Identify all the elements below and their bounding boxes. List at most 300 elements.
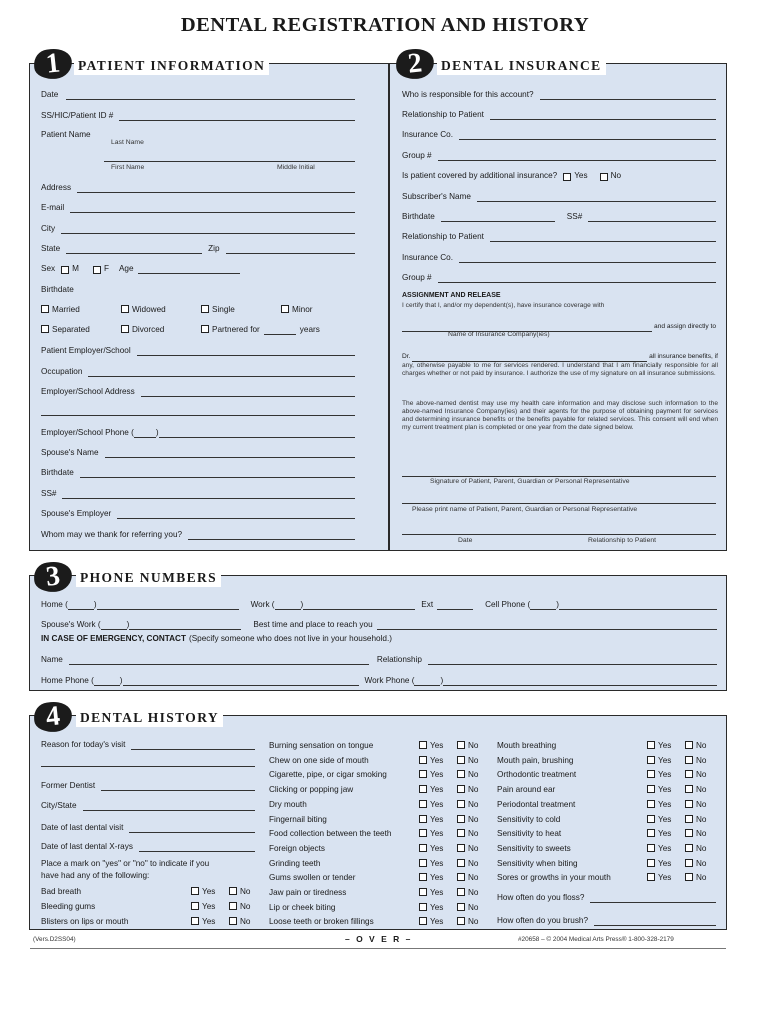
emergency-relationship-field[interactable] — [428, 655, 717, 665]
emergency-heading: IN CASE OF EMERGENCY, CONTACT — [41, 634, 186, 643]
last-visit-field[interactable] — [129, 823, 255, 833]
address-field[interactable] — [77, 183, 355, 193]
right-condition-no-label: No — [696, 858, 707, 868]
right-condition-yes-checkbox[interactable] — [647, 770, 655, 778]
left-condition-no-checkbox[interactable] — [229, 902, 237, 910]
middle-condition-yes-label: Yes — [430, 741, 444, 750]
employer-phone-field[interactable] — [159, 428, 355, 438]
occupation-label: Occupation — [41, 367, 83, 376]
sex-m-checkbox[interactable] — [61, 266, 69, 274]
right-condition-no-label: No — [696, 799, 707, 809]
assign-directly-text: and assign directly to — [654, 323, 716, 330]
state-field[interactable] — [66, 244, 202, 254]
middle-condition-yes-checkbox[interactable] — [419, 859, 427, 867]
right-condition-yes-label: Yes — [658, 755, 672, 765]
middle-condition-yes-label: Yes — [430, 858, 444, 868]
relationship-field[interactable] — [490, 110, 716, 120]
middle-initial-caption: Middle Initial — [277, 164, 315, 171]
right-condition-no-label: No — [696, 785, 707, 795]
right-condition-label: Sensitivity to cold — [497, 814, 561, 824]
right-condition-no-label: No — [696, 755, 707, 765]
ss-id-field[interactable] — [119, 111, 355, 121]
first-name-caption: First Name — [111, 164, 145, 171]
sex-f-label: F — [103, 264, 109, 273]
subscriber-field[interactable] — [477, 192, 716, 202]
group2-label: Group # — [402, 273, 432, 282]
spouse-birthdate-field[interactable] — [80, 468, 355, 478]
former-dentist-field[interactable] — [101, 781, 255, 791]
emergency-phone-row — [41, 674, 717, 686]
right-condition-yes-checkbox[interactable] — [647, 844, 655, 852]
left-condition-label: Bad breath — [41, 887, 82, 896]
middle-condition-yes-checkbox[interactable] — [419, 844, 427, 852]
city-field[interactable] — [61, 224, 355, 234]
middle-condition-yes-checkbox[interactable] — [419, 756, 427, 764]
floss-row — [497, 891, 716, 903]
version-text: (Vers.D2SS04) — [33, 936, 76, 943]
middle-condition-no-label: No — [468, 902, 479, 912]
middle-condition-no-checkbox[interactable] — [457, 873, 465, 881]
middle-condition-no-label: No — [468, 814, 479, 824]
additional-insurance-row — [402, 169, 716, 181]
patient-name-label: Patient Name — [41, 130, 91, 139]
signature-field[interactable] — [402, 476, 716, 477]
right-condition-row — [497, 783, 723, 795]
address-row — [41, 181, 355, 193]
home-label: Home ( — [41, 600, 68, 609]
right-condition-no-checkbox[interactable] — [685, 800, 693, 808]
middle-condition-yes-checkbox[interactable] — [419, 873, 427, 881]
subscriber-birthdate-label: Birthdate — [402, 212, 435, 221]
former-dentist-row — [41, 779, 255, 791]
relationship-label: Relationship to Patient — [402, 110, 484, 119]
right-condition-row — [497, 813, 723, 825]
middle-condition-no-label: No — [468, 770, 479, 780]
date-row — [41, 88, 355, 100]
cell-close: ) — [556, 600, 559, 609]
assignment-title: ASSIGNMENT AND RELEASE — [402, 292, 501, 299]
spouse-work-close: ) — [126, 620, 130, 629]
minor-checkbox[interactable] — [281, 305, 289, 313]
employer-phone-area[interactable] — [134, 428, 156, 438]
left-condition-no-label: No — [240, 887, 251, 896]
responsible-row — [402, 88, 716, 100]
employer-address-row — [41, 385, 355, 397]
relationship-row — [402, 108, 716, 120]
right-condition-no-label: No — [696, 770, 707, 780]
middle-condition-no-label: No — [468, 785, 479, 795]
middle-condition-no-checkbox[interactable] — [457, 903, 465, 911]
print-name-caption: Please print name of Patient, Parent, Guardian or Personal Representative — [412, 506, 638, 513]
left-condition-no-label: No — [240, 902, 251, 911]
age-field[interactable] — [138, 264, 240, 274]
insurance-company-field[interactable] — [459, 130, 716, 140]
ss-id-label: SS/HIC/Patient ID # — [41, 111, 114, 120]
middle-condition-yes-checkbox[interactable] — [419, 741, 427, 749]
zip-field[interactable] — [226, 244, 356, 254]
additional-no-checkbox[interactable] — [600, 173, 608, 181]
section-number-badge: 1 — [33, 47, 74, 81]
sex-age-row — [41, 262, 281, 274]
left-condition-yes-label: Yes — [202, 887, 216, 896]
left-condition-row — [41, 885, 267, 897]
additional-yes-checkbox[interactable] — [563, 173, 571, 181]
group-row — [402, 149, 716, 161]
floss-field[interactable] — [590, 893, 716, 903]
middle-condition-yes-label: Yes — [430, 829, 444, 839]
middle-condition-label: Grinding teeth — [269, 858, 321, 868]
ext-label: Ext — [421, 600, 434, 609]
right-condition-row — [497, 739, 723, 751]
instruction-line-2: have had any of the following: — [41, 871, 150, 880]
right-condition-yes-label: Yes — [658, 785, 672, 795]
emergency-home-area-field[interactable] — [94, 676, 120, 686]
occupation-field[interactable] — [88, 367, 355, 377]
years-label: years — [299, 325, 320, 334]
print-name-field[interactable] — [402, 503, 716, 504]
middle-condition-no-label: No — [468, 799, 479, 809]
widowed-checkbox[interactable] — [121, 305, 129, 313]
middle-condition-no-label: No — [468, 888, 479, 897]
right-condition-yes-checkbox[interactable] — [647, 800, 655, 808]
right-condition-label: Pain around ear — [497, 785, 556, 795]
right-condition-no-checkbox[interactable] — [685, 785, 693, 793]
middle-condition-yes-checkbox[interactable] — [419, 785, 427, 793]
cell-label: Cell Phone ( — [485, 600, 531, 609]
cell-area-field[interactable] — [530, 600, 556, 610]
middle-condition-no-checkbox[interactable] — [457, 844, 465, 852]
middle-condition-yes-label: Yes — [430, 902, 444, 912]
middle-condition-label: Burning sensation on tongue — [269, 741, 374, 750]
right-condition-yes-checkbox[interactable] — [647, 785, 655, 793]
additional-insurance-label: Is patient covered by additional insurance? — [402, 171, 558, 180]
marital-row-2 — [41, 323, 361, 335]
relationship2-row — [402, 230, 716, 242]
left-condition-no-checkbox[interactable] — [229, 917, 237, 925]
patient-name-field[interactable] — [104, 161, 355, 162]
left-condition-yes-checkbox[interactable] — [191, 917, 199, 925]
home-phone-field[interactable] — [97, 600, 239, 610]
separated-label: Separated — [52, 325, 90, 334]
employer-label: Patient Employer/School — [41, 346, 131, 355]
middle-condition-yes-label: Yes — [430, 873, 444, 883]
right-condition-label: Sores or growths in your mouth — [497, 873, 611, 883]
spouse-work-area-field[interactable] — [101, 620, 127, 630]
reason-field[interactable] — [131, 740, 255, 750]
middle-condition-row — [269, 783, 495, 795]
cell-phone-field[interactable] — [559, 600, 717, 610]
middle-condition-row — [269, 768, 495, 780]
middle-condition-no-checkbox[interactable] — [457, 829, 465, 837]
group2-field[interactable] — [438, 273, 716, 283]
left-condition-yes-checkbox[interactable] — [191, 902, 199, 910]
right-condition-no-checkbox[interactable] — [685, 770, 693, 778]
employer-phone-row — [41, 426, 355, 438]
middle-condition-yes-label: Yes — [430, 770, 444, 780]
right-condition-row — [497, 857, 723, 869]
emergency-home-field[interactable] — [123, 676, 359, 686]
right-condition-yes-label: Yes — [658, 799, 672, 809]
responsible-field[interactable] — [540, 90, 716, 100]
middle-condition-yes-checkbox[interactable] — [419, 903, 427, 911]
right-condition-row — [497, 798, 723, 810]
sex-label: Sex — [41, 264, 56, 273]
middle-condition-yes-label: Yes — [430, 888, 444, 897]
middle-condition-label: Clicking or popping jaw — [269, 785, 354, 795]
state-label: State — [41, 244, 61, 253]
right-condition-yes-checkbox[interactable] — [647, 829, 655, 837]
right-condition-label: Orthodontic treatment — [497, 770, 577, 780]
spouse-ss-field[interactable] — [62, 489, 355, 499]
middle-condition-yes-label: Yes — [430, 917, 444, 927]
middle-condition-no-checkbox[interactable] — [457, 815, 465, 823]
dr-label: Dr. — [402, 353, 411, 360]
over-text: – O V E R – — [345, 934, 413, 944]
last-xrays-row — [41, 840, 255, 852]
spouse-employer-field[interactable] — [117, 509, 355, 519]
last-xrays-field[interactable] — [139, 842, 255, 852]
middle-condition-yes-checkbox[interactable] — [419, 815, 427, 823]
middle-condition-no-label: No — [468, 741, 479, 750]
ss-id-row — [41, 109, 355, 121]
release-paragraph-2: The above-named dentist may use my health care information and may disclose such information to the above-named Insurance Company(ies) and their agents for the purpose of obtaining payment for services and determining insurance benefits or the benefits payable for related services. This consent will end when my current treatment plan is completed or one year from the date signed below. — [402, 400, 718, 432]
spouse-ss-row — [41, 487, 355, 499]
middle-condition-yes-checkbox[interactable] — [419, 800, 427, 808]
separated-checkbox[interactable] — [41, 325, 49, 333]
right-condition-yes-label: Yes — [658, 858, 672, 868]
right-condition-label: Mouth breathing — [497, 741, 557, 750]
dr-row — [402, 350, 718, 362]
middle-condition-yes-checkbox[interactable] — [419, 829, 427, 837]
right-condition-no-checkbox[interactable] — [685, 741, 693, 749]
middle-condition-yes-checkbox[interactable] — [419, 888, 427, 896]
middle-condition-yes-checkbox[interactable] — [419, 770, 427, 778]
date-field[interactable] — [66, 90, 355, 100]
partnered-label: Partnered for — [212, 325, 260, 334]
right-condition-no-checkbox[interactable] — [685, 873, 693, 881]
middle-condition-label: Food collection between the teeth — [269, 829, 392, 839]
middle-condition-label: Chew on one side of mouth — [269, 755, 369, 765]
referral-field[interactable] — [188, 530, 355, 540]
reason-row — [41, 738, 255, 750]
sex-m-label: M — [72, 264, 79, 273]
partnered-years-field[interactable] — [264, 325, 296, 335]
right-condition-yes-checkbox[interactable] — [647, 815, 655, 823]
divorced-label: Divorced — [132, 325, 165, 334]
emergency-row — [41, 632, 717, 644]
middle-condition-no-label: No — [468, 843, 479, 853]
middle-condition-no-checkbox[interactable] — [457, 800, 465, 808]
work-phone-field[interactable] — [300, 600, 415, 610]
marital-row-1 — [41, 303, 361, 315]
section-number-badge: 2 — [395, 47, 436, 81]
divorced-checkbox[interactable] — [121, 325, 129, 333]
zip-label: Zip — [208, 244, 220, 253]
single-label: Single — [212, 305, 235, 314]
middle-condition-label: Foreign objects — [269, 843, 325, 853]
work-area-field[interactable] — [275, 600, 301, 610]
sex-f-checkbox[interactable] — [93, 266, 101, 274]
middle-condition-no-checkbox[interactable] — [457, 785, 465, 793]
work-label: Work ( — [250, 600, 275, 609]
subscriber-ss-label: SS# — [566, 212, 583, 221]
right-condition-yes-checkbox[interactable] — [647, 873, 655, 881]
right-condition-no-checkbox[interactable] — [685, 756, 693, 764]
middle-condition-no-checkbox[interactable] — [457, 917, 465, 925]
group-label: Group # — [402, 151, 432, 160]
responsible-label: Who is responsible for this account? — [402, 90, 534, 99]
brush-row — [497, 914, 716, 926]
partnered-checkbox[interactable] — [201, 325, 209, 333]
dr-field[interactable] — [412, 352, 647, 362]
date-relationship-field[interactable] — [402, 534, 716, 535]
widowed-label: Widowed — [132, 305, 166, 314]
email-field[interactable] — [70, 203, 355, 213]
reason-field-2[interactable] — [41, 766, 255, 767]
middle-condition-row — [269, 915, 495, 927]
section-title: DENTAL INSURANCE — [437, 57, 606, 75]
left-condition-no-label: No — [240, 917, 251, 926]
emergency-name-label: Name — [41, 655, 63, 664]
middle-condition-row — [269, 798, 495, 810]
referral-row — [41, 528, 355, 540]
middle-condition-yes-label: Yes — [430, 799, 444, 809]
best-time-field[interactable] — [377, 620, 717, 630]
date-label: Date — [41, 90, 59, 99]
middle-condition-no-checkbox[interactable] — [457, 770, 465, 778]
emergency-work-area-field[interactable] — [414, 676, 440, 686]
last-xrays-label: Date of last dental X-rays — [41, 842, 133, 851]
left-condition-yes-checkbox[interactable] — [191, 887, 199, 895]
emergency-relationship-label: Relationship — [376, 655, 422, 664]
spouse-ss-label: SS# — [41, 489, 57, 498]
relationship2-field[interactable] — [490, 232, 716, 242]
middle-condition-label: Fingernail biting — [269, 814, 327, 824]
section-title: DENTAL HISTORY — [76, 709, 223, 727]
middle-condition-yes-label: Yes — [430, 814, 444, 824]
emergency-name-row — [41, 653, 717, 665]
middle-condition-yes-checkbox[interactable] — [419, 917, 427, 925]
spouse-birthdate-row — [41, 466, 355, 478]
single-checkbox[interactable] — [201, 305, 209, 313]
employer-phone-label: Employer/School Phone ( — [41, 428, 134, 437]
instruction-line-1: Place a mark on "yes" or "no" to indicate if you — [41, 859, 210, 868]
home-area-field[interactable] — [68, 600, 94, 610]
right-condition-yes-checkbox[interactable] — [647, 859, 655, 867]
former-dentist-label: Former Dentist — [41, 781, 96, 790]
emergency-home-label: Home Phone ( — [41, 676, 94, 685]
employer-address-field-2[interactable] — [41, 415, 355, 416]
right-condition-no-checkbox[interactable] — [685, 859, 693, 867]
subscriber-row — [402, 190, 716, 202]
birthdate-row — [41, 283, 355, 295]
reason-label: Reason for today's visit — [41, 740, 126, 749]
middle-condition-label: Dry mouth — [269, 799, 307, 809]
emergency-work-close: ) — [440, 676, 444, 685]
middle-condition-no-checkbox[interactable] — [457, 756, 465, 764]
middle-condition-no-checkbox[interactable] — [457, 888, 465, 896]
spouse-name-row — [41, 446, 355, 458]
subscriber-birthdate-field[interactable] — [441, 212, 555, 222]
ext-field[interactable] — [437, 600, 473, 610]
insurance-company2-label: Insurance Co. — [402, 253, 453, 262]
best-time-label: Best time and place to reach you — [253, 620, 373, 629]
right-condition-no-checkbox[interactable] — [685, 829, 693, 837]
group2-row — [402, 271, 716, 283]
city-row — [41, 222, 355, 234]
certify-text: I certify that I, and/or my dependent(s), have insurance coverage with — [402, 302, 605, 309]
brush-field[interactable] — [594, 916, 716, 926]
floss-label: How often do you floss? — [497, 893, 585, 902]
right-condition-no-checkbox[interactable] — [685, 844, 693, 852]
middle-condition-row — [269, 857, 495, 869]
left-condition-row — [41, 915, 267, 927]
left-condition-no-checkbox[interactable] — [229, 887, 237, 895]
right-condition-no-checkbox[interactable] — [685, 815, 693, 823]
right-condition-yes-label: Yes — [658, 770, 672, 780]
insurance-company2-field[interactable] — [459, 253, 716, 263]
section-title: PATIENT INFORMATION — [74, 57, 269, 75]
referral-label: Whom may we thank for referring you? — [41, 530, 183, 539]
spouse-employer-label: Spouse's Employer — [41, 509, 112, 518]
spouse-work-phone-field[interactable] — [126, 620, 241, 630]
minor-label: Minor — [292, 305, 313, 314]
occupation-row — [41, 365, 355, 377]
right-condition-label: Periodontal treatment — [497, 799, 576, 809]
last-visit-row — [41, 821, 255, 833]
middle-condition-row — [269, 871, 495, 883]
right-condition-label: Sensitivity to heat — [497, 829, 562, 839]
bottom-rule — [30, 948, 726, 949]
middle-condition-row — [269, 901, 495, 913]
middle-condition-no-checkbox[interactable] — [457, 741, 465, 749]
spouse-name-field[interactable] — [105, 448, 355, 458]
middle-condition-no-checkbox[interactable] — [457, 859, 465, 867]
employer-address-field[interactable] — [141, 387, 355, 397]
group-field[interactable] — [438, 151, 716, 161]
middle-condition-label: Lip or cheek biting — [269, 902, 336, 912]
middle-condition-row — [269, 754, 495, 766]
right-condition-no-label: No — [696, 829, 707, 839]
right-condition-no-label: No — [696, 741, 707, 750]
right-condition-no-label: No — [696, 843, 707, 853]
additional-no-label: No — [610, 171, 622, 180]
right-condition-yes-checkbox[interactable] — [647, 756, 655, 764]
city-state-field[interactable] — [83, 801, 256, 811]
address-label: Address — [41, 183, 72, 192]
middle-condition-row — [269, 842, 495, 854]
emergency-name-field[interactable] — [69, 655, 369, 665]
right-condition-label: Sensitivity to sweets — [497, 843, 571, 853]
emergency-work-field[interactable] — [443, 676, 717, 686]
middle-condition-yes-label: Yes — [430, 755, 444, 765]
subscriber-birthdate-row — [402, 210, 716, 222]
insurance-company-label: Insurance Co. — [402, 130, 453, 139]
emergency-work-label: Work Phone ( — [364, 676, 415, 685]
benefits-tail-text: all insurance benefits, if — [649, 353, 718, 360]
right-condition-yes-checkbox[interactable] — [647, 741, 655, 749]
insurance-company2-row — [402, 251, 716, 263]
relationship-caption: Relationship to Patient — [588, 537, 657, 544]
middle-condition-row — [269, 813, 495, 825]
relationship2-label: Relationship to Patient — [402, 232, 484, 241]
employer-field[interactable] — [137, 346, 355, 356]
state-zip-row — [41, 242, 355, 254]
last-visit-label: Date of last dental visit — [41, 823, 124, 832]
right-condition-row — [497, 827, 723, 839]
married-checkbox[interactable] — [41, 305, 49, 313]
subscriber-ss-field[interactable] — [588, 212, 716, 222]
